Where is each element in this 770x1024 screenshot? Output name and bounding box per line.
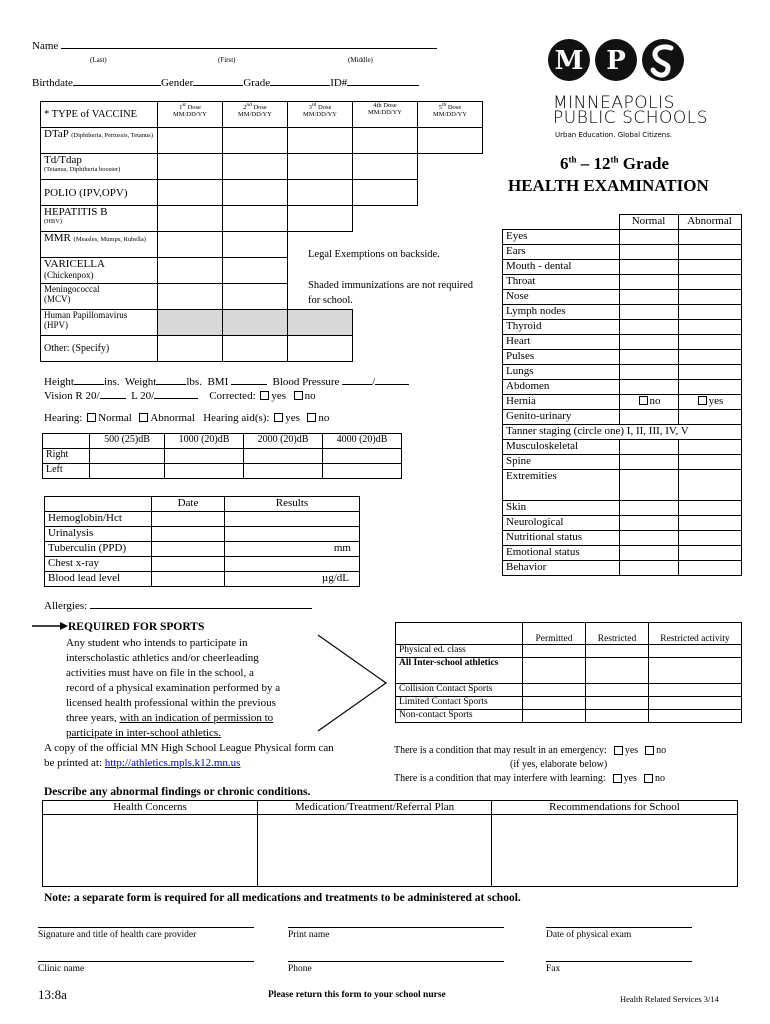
activity-header-permitted: Permitted bbox=[523, 623, 586, 645]
dose-cell[interactable] bbox=[158, 128, 223, 154]
corrected-no-checkbox[interactable] bbox=[294, 391, 303, 400]
exam-normal-cell[interactable] bbox=[619, 470, 678, 501]
lab-date-cell[interactable] bbox=[152, 527, 225, 542]
dose-header-1: 1st Dose MM/DD/YY bbox=[158, 102, 223, 128]
sports-heading: REQUIRED FOR SPORTS bbox=[68, 621, 205, 633]
dose-cell[interactable] bbox=[158, 206, 223, 232]
mps-logo bbox=[547, 36, 685, 87]
activity-cell[interactable] bbox=[523, 658, 586, 684]
allergies-row bbox=[44, 600, 312, 612]
activity-cell[interactable] bbox=[586, 645, 649, 658]
lab-hemoglobin: Hemoglobin/Hct bbox=[45, 512, 152, 527]
exam-normal-cell[interactable] bbox=[619, 275, 678, 290]
logo-line1: MINNEAPOLIS bbox=[553, 93, 675, 113]
findings-header-concerns: Health Concerns bbox=[43, 801, 258, 815]
vaccine-row-polio: POLIO (IPV,OPV) bbox=[41, 180, 158, 206]
bio-row bbox=[32, 76, 419, 89]
dose-cell[interactable] bbox=[223, 154, 288, 180]
dose-cell[interactable] bbox=[158, 258, 223, 284]
activity-cell[interactable] bbox=[649, 710, 742, 723]
activity-cell[interactable] bbox=[523, 710, 586, 723]
exam-header-abnormal: Abnormal bbox=[678, 215, 741, 230]
vaccine-row-hepb: HEPATITIS B (HBV) bbox=[41, 206, 158, 232]
activity-cell[interactable] bbox=[586, 684, 649, 697]
name-first-label: (First) bbox=[218, 56, 236, 64]
signature-line[interactable] bbox=[38, 927, 254, 928]
dose-cell[interactable] bbox=[353, 154, 418, 180]
clinic-line[interactable] bbox=[38, 961, 254, 962]
sports-body: Any student who intends to participate in interscholastic athletics and/or cheerleading activities must have on file in the school, a record of a physical examination performed by a licensed health professional within the previous three years, with an indication of permission to participate in inter-school athletics. bbox=[66, 637, 281, 739]
exam-abnormal-cell[interactable] bbox=[678, 365, 741, 380]
gender-label: Gender bbox=[160, 77, 194, 89]
exam-abnormal-cell[interactable] bbox=[678, 546, 741, 561]
birthdate-label: Birthdate bbox=[32, 77, 73, 89]
empty-cell bbox=[418, 154, 483, 180]
activity-row-noncontact: Non-contact Sports bbox=[396, 710, 523, 723]
phone-label: Phone bbox=[288, 964, 312, 974]
mps-logo-icon bbox=[547, 36, 685, 84]
allergies-field[interactable] bbox=[90, 600, 312, 609]
exam-abnormal-cell[interactable] bbox=[678, 516, 741, 531]
birthdate-field[interactable] bbox=[73, 76, 161, 86]
vision-row: Vision R 20/ L 20/ Corrected: yes no bbox=[44, 390, 316, 402]
hernia-yes-checkbox[interactable] bbox=[698, 396, 707, 405]
dose-cell[interactable] bbox=[158, 336, 223, 362]
shaded-note: Shaded immunizations are not required for school. bbox=[308, 280, 474, 306]
grade-field[interactable] bbox=[270, 76, 330, 86]
exam-normal-cell[interactable] bbox=[619, 410, 678, 425]
dose-cell[interactable] bbox=[288, 180, 353, 206]
hearing-row-right: Right bbox=[43, 449, 90, 464]
name-row bbox=[32, 38, 437, 52]
fax-line[interactable] bbox=[546, 961, 692, 962]
exam-row-tanner[interactable]: Tanner staging (circle one) I, II, III, IV, V bbox=[503, 425, 742, 440]
grade-label: Grade bbox=[243, 77, 271, 89]
lab-urinalysis: Urinalysis bbox=[45, 527, 152, 542]
exam-abnormal-cell[interactable] bbox=[678, 470, 741, 501]
vaccine-row-other: Other: (Specify) bbox=[41, 336, 158, 362]
exam-row-nose: Nose bbox=[503, 290, 620, 305]
form-code: 13:8a bbox=[38, 987, 67, 1002]
dose-cell-shaded[interactable] bbox=[223, 310, 288, 336]
exam-normal-cell[interactable] bbox=[619, 501, 678, 516]
logo-tagline: Urban Education. Global Citizens. bbox=[555, 131, 673, 139]
findings-concerns-field[interactable] bbox=[43, 815, 258, 887]
hernia-no-checkbox[interactable] bbox=[639, 396, 648, 405]
exam-row-thyroid: Thyroid bbox=[503, 320, 620, 335]
id-field[interactable] bbox=[347, 76, 419, 86]
hearing-table bbox=[42, 433, 402, 479]
activity-header-restricted-activity: Restricted activity bbox=[649, 623, 742, 645]
emergency-row: There is a condition that may result in an emergency: yes no bbox=[394, 745, 667, 756]
empty-cell bbox=[353, 310, 418, 336]
exam-row-lungs: Lungs bbox=[503, 365, 620, 380]
activity-cell[interactable] bbox=[586, 697, 649, 710]
activity-cell[interactable] bbox=[586, 658, 649, 684]
corrected-yes-checkbox[interactable] bbox=[260, 391, 269, 400]
logo-line2: PUBLIC SCHOOLS bbox=[553, 108, 709, 128]
learning-yes-checkbox[interactable] bbox=[613, 774, 622, 783]
exam-date-line[interactable] bbox=[546, 927, 692, 928]
learning-no-checkbox[interactable] bbox=[644, 774, 653, 783]
activity-row-limited: Limited Contact Sports bbox=[396, 697, 523, 710]
dose-header-5: 5th Dose MM/DD/YY bbox=[418, 102, 483, 128]
exam-abnormal-cell[interactable] bbox=[678, 531, 741, 546]
dose-cell[interactable] bbox=[288, 128, 353, 154]
activity-table bbox=[395, 622, 742, 723]
exam-abnormal-cell[interactable] bbox=[678, 410, 741, 425]
department-label: Health Related Services 3/14 bbox=[620, 994, 719, 1004]
lab-result-cell[interactable] bbox=[225, 512, 360, 527]
hearing-cell[interactable] bbox=[90, 464, 165, 479]
exemption-note: Legal Exemptions on backside. bbox=[308, 249, 440, 260]
exam-abnormal-cell[interactable] bbox=[678, 561, 741, 576]
vaccine-table bbox=[40, 101, 483, 180]
hearing-cell[interactable] bbox=[165, 464, 244, 479]
dose-cell[interactable] bbox=[223, 180, 288, 206]
lab-result-cell[interactable]: mm bbox=[225, 542, 360, 557]
athletics-link[interactable]: http://athletics.mpls.k12.mn.us bbox=[104, 757, 241, 769]
exam-row-throat: Throat bbox=[503, 275, 620, 290]
exam-abnormal-cell[interactable] bbox=[678, 260, 741, 275]
lab-chest-xray: Chest x-ray bbox=[45, 557, 152, 572]
activity-row-pe: Physical ed. class bbox=[396, 645, 523, 658]
labs-header-results: Results bbox=[225, 497, 360, 512]
activity-cell[interactable] bbox=[523, 645, 586, 658]
empty-cell bbox=[45, 497, 152, 512]
signature-label: Signature and title of health care provider bbox=[38, 930, 197, 940]
exam-abnormal-cell[interactable] bbox=[678, 230, 741, 245]
exam-abnormal-cell[interactable] bbox=[678, 350, 741, 365]
exam-row-behavior: Behavior bbox=[503, 561, 620, 576]
empty-cell bbox=[503, 215, 620, 230]
exam-normal-cell[interactable] bbox=[619, 516, 678, 531]
activity-cell[interactable] bbox=[523, 684, 586, 697]
hernia-yes-option[interactable]: yes bbox=[678, 395, 741, 410]
dose-header-2: 2nd Dose MM/DD/YY bbox=[223, 102, 288, 128]
exam-abnormal-cell[interactable] bbox=[678, 455, 741, 470]
logo-text bbox=[553, 93, 709, 128]
lab-result-cell[interactable] bbox=[225, 527, 360, 542]
vaccine-row-tdap: Td/Tdap (Tetanus, Diphtheria booster) bbox=[41, 154, 158, 180]
lab-date-cell[interactable] bbox=[152, 542, 225, 557]
vision-left-field[interactable] bbox=[154, 389, 198, 399]
medication-note: Note: a separate form is required for all medications and treatments to be administered at school. bbox=[44, 892, 521, 904]
exam-abnormal-cell[interactable] bbox=[678, 245, 741, 260]
exam-normal-cell[interactable] bbox=[619, 380, 678, 395]
print-name-line[interactable] bbox=[288, 927, 504, 928]
exam-abnormal-cell[interactable] bbox=[678, 290, 741, 305]
exam-row-pulses: Pulses bbox=[503, 350, 620, 365]
dose-cell[interactable] bbox=[158, 232, 223, 258]
activity-cell[interactable] bbox=[649, 645, 742, 658]
labs-header-date: Date bbox=[152, 497, 225, 512]
dose-cell[interactable] bbox=[158, 284, 223, 310]
dose-header-3: 3rd Dose MM/DD/YY bbox=[288, 102, 353, 128]
bp-systolic-field[interactable] bbox=[342, 375, 372, 385]
dose-cell[interactable] bbox=[223, 258, 288, 284]
lab-result-cell[interactable]: µg/dL bbox=[225, 572, 360, 587]
dose-cell[interactable] bbox=[223, 284, 288, 310]
bmi-field[interactable] bbox=[231, 375, 267, 385]
exam-normal-cell[interactable] bbox=[619, 260, 678, 275]
activity-cell[interactable] bbox=[649, 684, 742, 697]
dose-cell[interactable] bbox=[288, 336, 353, 362]
exam-normal-cell[interactable] bbox=[619, 245, 678, 260]
exam-normal-cell[interactable] bbox=[619, 335, 678, 350]
arrow-icon bbox=[32, 621, 68, 634]
dose-cell[interactable] bbox=[353, 128, 418, 154]
activity-cell[interactable] bbox=[586, 710, 649, 723]
exam-row-mouth: Mouth - dental bbox=[503, 260, 620, 275]
vaccine-row-hpv: Human Papillomavirus (HPV) bbox=[41, 310, 158, 336]
exam-abnormal-cell[interactable] bbox=[678, 320, 741, 335]
hearing-cell[interactable] bbox=[244, 464, 323, 479]
dose-header-4: 4th Dose MM/DD/YY bbox=[353, 102, 418, 128]
exam-normal-cell[interactable] bbox=[619, 320, 678, 335]
exam-abnormal-cell[interactable] bbox=[678, 501, 741, 516]
name-last-label: (Last) bbox=[90, 56, 107, 64]
grade-title: 6th – 12th Grade bbox=[560, 154, 670, 173]
exam-row-ears: Ears bbox=[503, 245, 620, 260]
exam-abnormal-cell[interactable] bbox=[678, 305, 741, 320]
activity-cell[interactable] bbox=[649, 658, 742, 684]
bp-diastolic-field[interactable] bbox=[375, 375, 409, 385]
allergies-label: Allergies: bbox=[44, 600, 88, 612]
empty-cell bbox=[353, 336, 418, 362]
findings-header-recommendations: Recommendations for School bbox=[492, 801, 738, 815]
hernia-no-option[interactable]: no bbox=[619, 395, 678, 410]
exam-normal-cell[interactable] bbox=[619, 305, 678, 320]
hearing-row: Hearing: Normal Abnormal Hearing aid(s): yes no bbox=[44, 412, 330, 424]
fax-label: Fax bbox=[546, 964, 561, 974]
hearing-normal-checkbox[interactable] bbox=[87, 413, 96, 422]
dose-cell-shaded[interactable] bbox=[158, 310, 223, 336]
empty-cell bbox=[43, 434, 90, 449]
print-name-label: Print name bbox=[288, 930, 330, 940]
exam-row-heart: Heart bbox=[503, 335, 620, 350]
exam-normal-cell[interactable] bbox=[619, 230, 678, 245]
hearing-header-1000: 1000 (20)dB bbox=[165, 434, 244, 449]
emergency-yes-checkbox[interactable] bbox=[614, 746, 623, 755]
exam-row-neurological: Neurological bbox=[503, 516, 620, 531]
dose-cell[interactable] bbox=[288, 206, 353, 232]
return-note: Please return this form to your school nurse bbox=[268, 990, 446, 1000]
emergency-no-checkbox[interactable] bbox=[645, 746, 654, 755]
hearing-row-left: Left bbox=[43, 464, 90, 479]
vaccine-row-mmr: MMR (Measles, Mumps, Rubella) bbox=[41, 232, 158, 258]
id-label: ID# bbox=[330, 77, 348, 89]
exam-row-spine: Spine bbox=[503, 455, 620, 470]
exam-normal-cell[interactable] bbox=[619, 440, 678, 455]
hearing-cell[interactable] bbox=[323, 464, 402, 479]
exam-row-hernia: Hernia bbox=[503, 395, 620, 410]
dose-cell[interactable] bbox=[223, 128, 288, 154]
lab-date-cell[interactable] bbox=[152, 557, 225, 572]
exam-date-label: Date of physical exam bbox=[546, 930, 632, 940]
empty-cell bbox=[396, 623, 523, 645]
exam-row-extremities: Extremities bbox=[503, 470, 620, 501]
exam-abnormal-cell[interactable] bbox=[678, 380, 741, 395]
dose-cell[interactable] bbox=[418, 128, 483, 154]
activity-cell[interactable] bbox=[649, 697, 742, 710]
exam-row-abdomen: Abdomen bbox=[503, 380, 620, 395]
exam-normal-cell[interactable] bbox=[619, 561, 678, 576]
mshsl-note: A copy of the official MN High School League Physical form can be printed at: http://athletics.mpls.k12.mn.us bbox=[44, 742, 334, 769]
exam-row-nutritional: Nutritional status bbox=[503, 531, 620, 546]
exam-abnormal-cell[interactable] bbox=[678, 335, 741, 350]
dose-cell-shaded[interactable] bbox=[288, 310, 353, 336]
exam-normal-cell[interactable] bbox=[619, 290, 678, 305]
logo-letter-m: M bbox=[554, 46, 584, 76]
findings-heading: Describe any abnormal findings or chronic conditions. bbox=[44, 786, 311, 798]
exam-abnormal-cell[interactable] bbox=[678, 275, 741, 290]
learning-row: There is a condition that may interfere with learning: yes no bbox=[394, 773, 665, 784]
height-field[interactable] bbox=[74, 375, 104, 385]
vaccine-row-mcv: Meningococcal (MCV) bbox=[41, 284, 158, 310]
hearing-header-2000: 2000 (20)dB bbox=[244, 434, 323, 449]
phone-line[interactable] bbox=[288, 961, 504, 962]
gender-field[interactable] bbox=[193, 76, 243, 86]
exam-normal-cell[interactable] bbox=[619, 531, 678, 546]
exam-row-eyes: Eyes bbox=[503, 230, 620, 245]
vaccine-row-dtap: DTaP (Diphtheria, Pertussis, Tetanus) bbox=[41, 128, 158, 154]
dose-cell[interactable] bbox=[158, 154, 223, 180]
exam-header-normal: Normal bbox=[619, 215, 678, 230]
hearing-abnormal-checkbox[interactable] bbox=[139, 413, 148, 422]
hearing-cell[interactable] bbox=[323, 449, 402, 464]
exam-normal-cell[interactable] bbox=[619, 365, 678, 380]
dose-cell[interactable] bbox=[223, 232, 288, 258]
dose-cell[interactable] bbox=[158, 180, 223, 206]
chevron-right-icon bbox=[316, 633, 388, 736]
hearing-cell[interactable] bbox=[90, 449, 165, 464]
activity-cell[interactable] bbox=[523, 697, 586, 710]
vaccine-row-varicella: VARICELLA (Chickenpox) bbox=[41, 258, 158, 284]
dose-cell[interactable] bbox=[223, 336, 288, 362]
exam-normal-cell[interactable] bbox=[619, 350, 678, 365]
findings-plan-field[interactable] bbox=[258, 815, 492, 887]
findings-table bbox=[42, 800, 738, 887]
lab-tuberculin: Tuberculin (PPD) bbox=[45, 542, 152, 557]
exam-row-lymph: Lymph nodes bbox=[503, 305, 620, 320]
hearing-aid-yes-checkbox[interactable] bbox=[274, 413, 283, 422]
activity-row-collision: Collision Contact Sports bbox=[396, 684, 523, 697]
elaborate-note: (if yes, elaborate below) bbox=[510, 759, 608, 770]
lab-blood-lead: Blood lead level bbox=[45, 572, 152, 587]
activity-header-restricted: Restricted bbox=[586, 623, 649, 645]
clinic-label: Clinic name bbox=[38, 964, 85, 974]
lab-date-cell[interactable] bbox=[152, 572, 225, 587]
dose-cell[interactable] bbox=[288, 154, 353, 180]
hearing-header-500: 500 (25)dB bbox=[90, 434, 165, 449]
vaccine-table-lower bbox=[40, 179, 418, 362]
exam-row-genito: Genito-urinary bbox=[503, 410, 620, 425]
findings-recommendations-field[interactable] bbox=[492, 815, 738, 887]
empty-cell bbox=[353, 206, 418, 232]
vision-right-field[interactable] bbox=[100, 389, 126, 399]
exam-row-musculoskeletal: Musculoskeletal bbox=[503, 440, 620, 455]
name-middle-label: (Middle) bbox=[348, 56, 373, 64]
activity-row-athletics: All Inter-school athletics bbox=[396, 658, 523, 684]
exam-normal-cell[interactable] bbox=[619, 455, 678, 470]
findings-header-plan: Medication/Treatment/Referral Plan bbox=[258, 801, 492, 815]
exam-normal-cell[interactable] bbox=[619, 546, 678, 561]
hearing-cell[interactable] bbox=[244, 449, 323, 464]
lab-result-cell[interactable] bbox=[225, 557, 360, 572]
lab-date-cell[interactable] bbox=[152, 512, 225, 527]
dose-cell[interactable] bbox=[353, 180, 418, 206]
labs-table bbox=[44, 496, 360, 587]
dose-cell[interactable] bbox=[223, 206, 288, 232]
exam-row-emotional: Emotional status bbox=[503, 546, 620, 561]
height-weight-row: Height ins. Weight lbs. BMI Blood Pressure / bbox=[44, 375, 409, 388]
page-title: HEALTH EXAMINATION bbox=[508, 176, 709, 195]
exam-table bbox=[502, 214, 742, 576]
hearing-header-4000: 4000 (20)dB bbox=[323, 434, 402, 449]
exam-row-skin: Skin bbox=[503, 501, 620, 516]
hearing-aid-no-checkbox[interactable] bbox=[307, 413, 316, 422]
exam-abnormal-cell[interactable] bbox=[678, 440, 741, 455]
vaccine-type-header: * TYPE of VACCINE bbox=[41, 102, 158, 128]
logo-letter-p: P bbox=[606, 46, 626, 76]
name-field[interactable] bbox=[61, 38, 437, 49]
weight-field[interactable] bbox=[156, 375, 186, 385]
name-label: Name bbox=[32, 40, 59, 52]
hearing-cell[interactable] bbox=[165, 449, 244, 464]
